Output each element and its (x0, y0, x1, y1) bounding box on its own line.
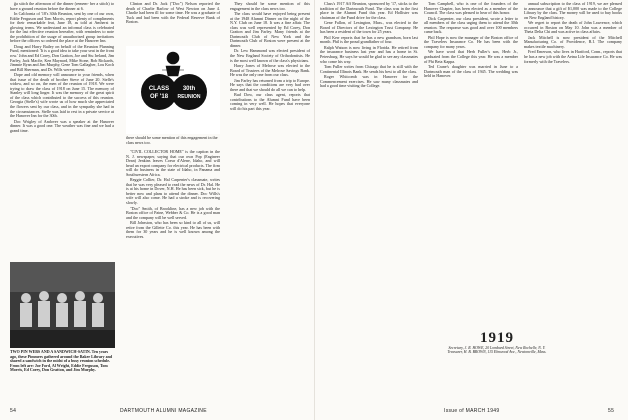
right-column-2 (424, 2, 518, 80)
paragraph: "CIVIL COLLECTOR HOME" is the caption in the N. J. newspaper, saying that our own Pop (Engineer Dean) Jenkins leaves Coeur d'Alene, Idaho, and will head an export company for electrical products. The firm will do business in the state of Idaho, in Panama and Southwestern Africa. (126, 149, 220, 177)
paragraph: Clinton and Dr. Jack ("Doc") Nelson reported the death of Charlie Barlow of West Newton on June 4. Charlie had been ill for some time. He was a graduate of Tuck and had been with the Federal Reserve Bank of Boston. (126, 2, 220, 25)
emblem-right-text: 30th (182, 86, 196, 92)
paragraph: Ralph Watson is now living in Florida. He retired from the insurance business last year and has a home in St. Petersburg. He says he would be glad to see any classmates who come his way. (320, 44, 418, 64)
right-column-3 (524, 2, 622, 328)
class-year: 1919 (480, 330, 514, 346)
paragraph: Fred Emerson, who lives in Hartford, Conn., reports that he has a new job with the Aetna Life Insurance Co. He was formerly with the Travelers. (524, 49, 622, 64)
right-column-1 (320, 2, 418, 90)
paragraph: Harry Jones of Melrose was elected to the Board of Trustees of the Melrose Savings Bank. He was the only one from our class. (230, 63, 310, 78)
paragraph: Phil Kerr reports that he has a new grandson, born last month. Phil is the proud grandfather of four. (320, 34, 418, 45)
paragraph: Doug and Harry Bailey on behalf of the Reunion Planning Fund, mentioned: 'It is a good idea to take your seat in the front row.' John and Ed Corey, Don Gratton, Joe and Stu Ireland, Jim Farley, Jack Macfie, Ken Maynard, Mike Stone, Bob Rickards, Jimmie Ryan and Jim Murphy, Gene Tom Gallagher, Lou Koch and Bill Sherman, and Dr. Wills were present. (10, 43, 115, 72)
paragraph: "Doc" Smith, of Brookline, has a new job with the Boston office of Paine, Webber & Co. He is a good man and the company will be well served. (126, 205, 220, 220)
emblem-left-text: CLASS (148, 86, 170, 92)
paragraph: Reggie Collier, Dr. Hal Carpenter's classmate, writes that he was very pleased to read the news of Dr. Hal. He is at his home in Dover, N.H. He has been sick, but he is better now and plans to attend the dinner. Doc Wills's wife will also come. He had a stroke and is recovering slowly. (126, 177, 220, 206)
paragraph: Jim Farley has returned from a trip to Europe. He says that the conditions are very bad over there and that we should do all we can to help. (230, 77, 310, 92)
left-column-2-top (126, 2, 220, 44)
left-column-2 (126, 150, 220, 240)
left-column-1 (10, 2, 114, 134)
right-footer: Issue of MARCH 1949 (444, 408, 500, 414)
paragraph: The class would have enjoyed being present at the 1948 Alumni Dinner on the night of the N.Y. Club on June 18. It was a fine affair. The class was well represented by Ed Corey, Don Gratton and Jim Farley. Many friends at the Dartmouth Club of New York and the Dartmouth Club of Boston were present at the dinner. (230, 11, 310, 48)
paragraph: Dope and old memory will announce to your friends, when that issue of the death of brother Steve of June 20. Stelle's widow, and so on, the men of the reunion of 1918. We were trying to draw the class of 1918 on June 15. The memory of Stanley will long linger. It was the memory of the great spirit of the class which contributed to the success of this reunion. Georgia (Stelle's) wife wrote us of how much she appreciated the flowers sent by our class, and in the sympathy she had in the circumstances. Stelle was laid to rest in a private service at the Hanover Inn for the 30th. (10, 72, 114, 119)
class-year-heading (442, 330, 552, 355)
left-page-number: 54 (10, 408, 17, 414)
paragraph: Doc Wrigley of Andover was a speaker at the Hanover dinner. It was a good one. The weather was fine and we had a grand time. (10, 118, 114, 133)
paragraph: Jack Mitchell is now president of the Mitchell Manufacturing Co. of Providence, R.I. The company makes textile machinery. (524, 34, 622, 49)
paragraph: Bill Johnston, who has been so kind to all of us, will retire from the Gillette Co. this year. He has been with them for 30 years and he is well known among the executives. (126, 220, 220, 239)
paragraph: In California of '18's 30th Reunion, sent by one of our own, Eddie Ferguson and Tom Morris, report plenty of compliments for their remarkable feat, June 18, as told at Amherst in glowing terms. We understand an informal class is celebrated for the last effective reunion hereafter, with reminders to note the prohibition of the usage of unauthorized group invitations before the officers so ordered the place at the Hanover Inn. (10, 11, 114, 44)
right-page (314, 0, 628, 420)
paragraph: Phil Hope is now the manager of the Boston office of the Travelers Insurance Co. He has been with the company for many years. (424, 34, 518, 49)
group-photo (10, 262, 115, 348)
paragraph: Dr. Lew Hammond was elected president of the New England Society of Orthodontists. He is the most well known of the class's physicians. (230, 48, 310, 63)
emblem-caption: there should be some mention of this engagement in the class news too. (126, 135, 218, 145)
right-page-number: 55 (608, 408, 615, 414)
paragraph: Roger Whitcomb was in Hanover for the Commencement exercises. He saw many classmates and had a good time visiting the College. (320, 74, 418, 89)
svg-text:OF '18: OF '18 (149, 94, 169, 100)
class-secretary: Secretary, J. R. HOWE, 20 Lombard Street, New Rochelle, N. Y. (448, 346, 546, 350)
paragraph: Tom Campbell, who is one of the founders of the Hanover Chapter, has been elected as a member of the Council. The class was pleased to hear of this honor. (424, 1, 518, 16)
paragraph: Gene Fallon, of Lexington, Mass., was elected to the Board of Directors of the Lexington Trust Company. He has been a resident of the town for 25 years. (320, 20, 418, 35)
paragraph: ĝa stitch the afternoon of the dinner (remem- ber a stitch) to have a ground reunion before the dinner at 6. (10, 1, 114, 11)
left-footer: DARTMOUTH ALUMNI MAGAZINE (120, 408, 207, 414)
left-column-3 (230, 2, 310, 113)
paragraph: Ted Crane's daughter was married in June to a Dartmouth man of the class of 1945. The wedding was held in Hanover. (424, 64, 518, 79)
paragraph: Class's 1917 Aff Reunion, sponsored by '17, sticks to the tradition of the Dartmouth Fund. The class was in the first place in the Alumni Fund this year. Ed Hollister was chairman of the Fund drive for the class. (320, 1, 418, 20)
class-treasurer: Treasurer, H. B. BROWN, 115 Elmwood Ave., Newtonville, Mass. (447, 350, 547, 355)
paragraph: We regret to report the death of John Lawrence, which occurred in Boston on May 10. John was a member of Theta Delta Chi and was active in class affairs. (524, 20, 622, 35)
paragraph: Dick Carpenter, our class president, wrote a letter to all members of the class urging them to attend the 30th reunion. The response was good and over 100 members came back. (424, 15, 518, 35)
paragraph: Bud Dow, our class agent, reports that contributions to the Alumni Fund have been coming in very well. He hopes that everyone will do his part this year. (230, 92, 310, 112)
svg-text:REUNION: REUNION (177, 94, 201, 100)
paragraph: Tom Fuller writes from Chicago that he is still with the Continental Illinois Bank. He sends his best to all the class. (320, 64, 418, 74)
class-reunion-emblem (126, 46, 220, 134)
photo-caption: TWO PIN WEBS AND A SANDWICH-SATIN. Ten years ago, these Pimmers gathered around the Baker Library and shared a sandwich in the midst of a busy reunion schedule. From left are: Joe Ford, Al Wright, Eddie Ferguson, Tom Morris, Ed Corey, Don Gratton, and Jim Murphy. (10, 349, 113, 372)
paragraph: We have word that Herb Fuller's son, Herb Jr., graduated from the College this year. He was a member of Phi Beta Kappa. (424, 49, 518, 64)
paragraph: annual subscription to the class of 1919, we are pleased to announce that a gift of $1,000 was made to the College Library by the class. The money will be used to buy books on New England history. (524, 2, 622, 20)
paragraph: They should be some mention of this engagement in the class news too. (230, 1, 310, 11)
